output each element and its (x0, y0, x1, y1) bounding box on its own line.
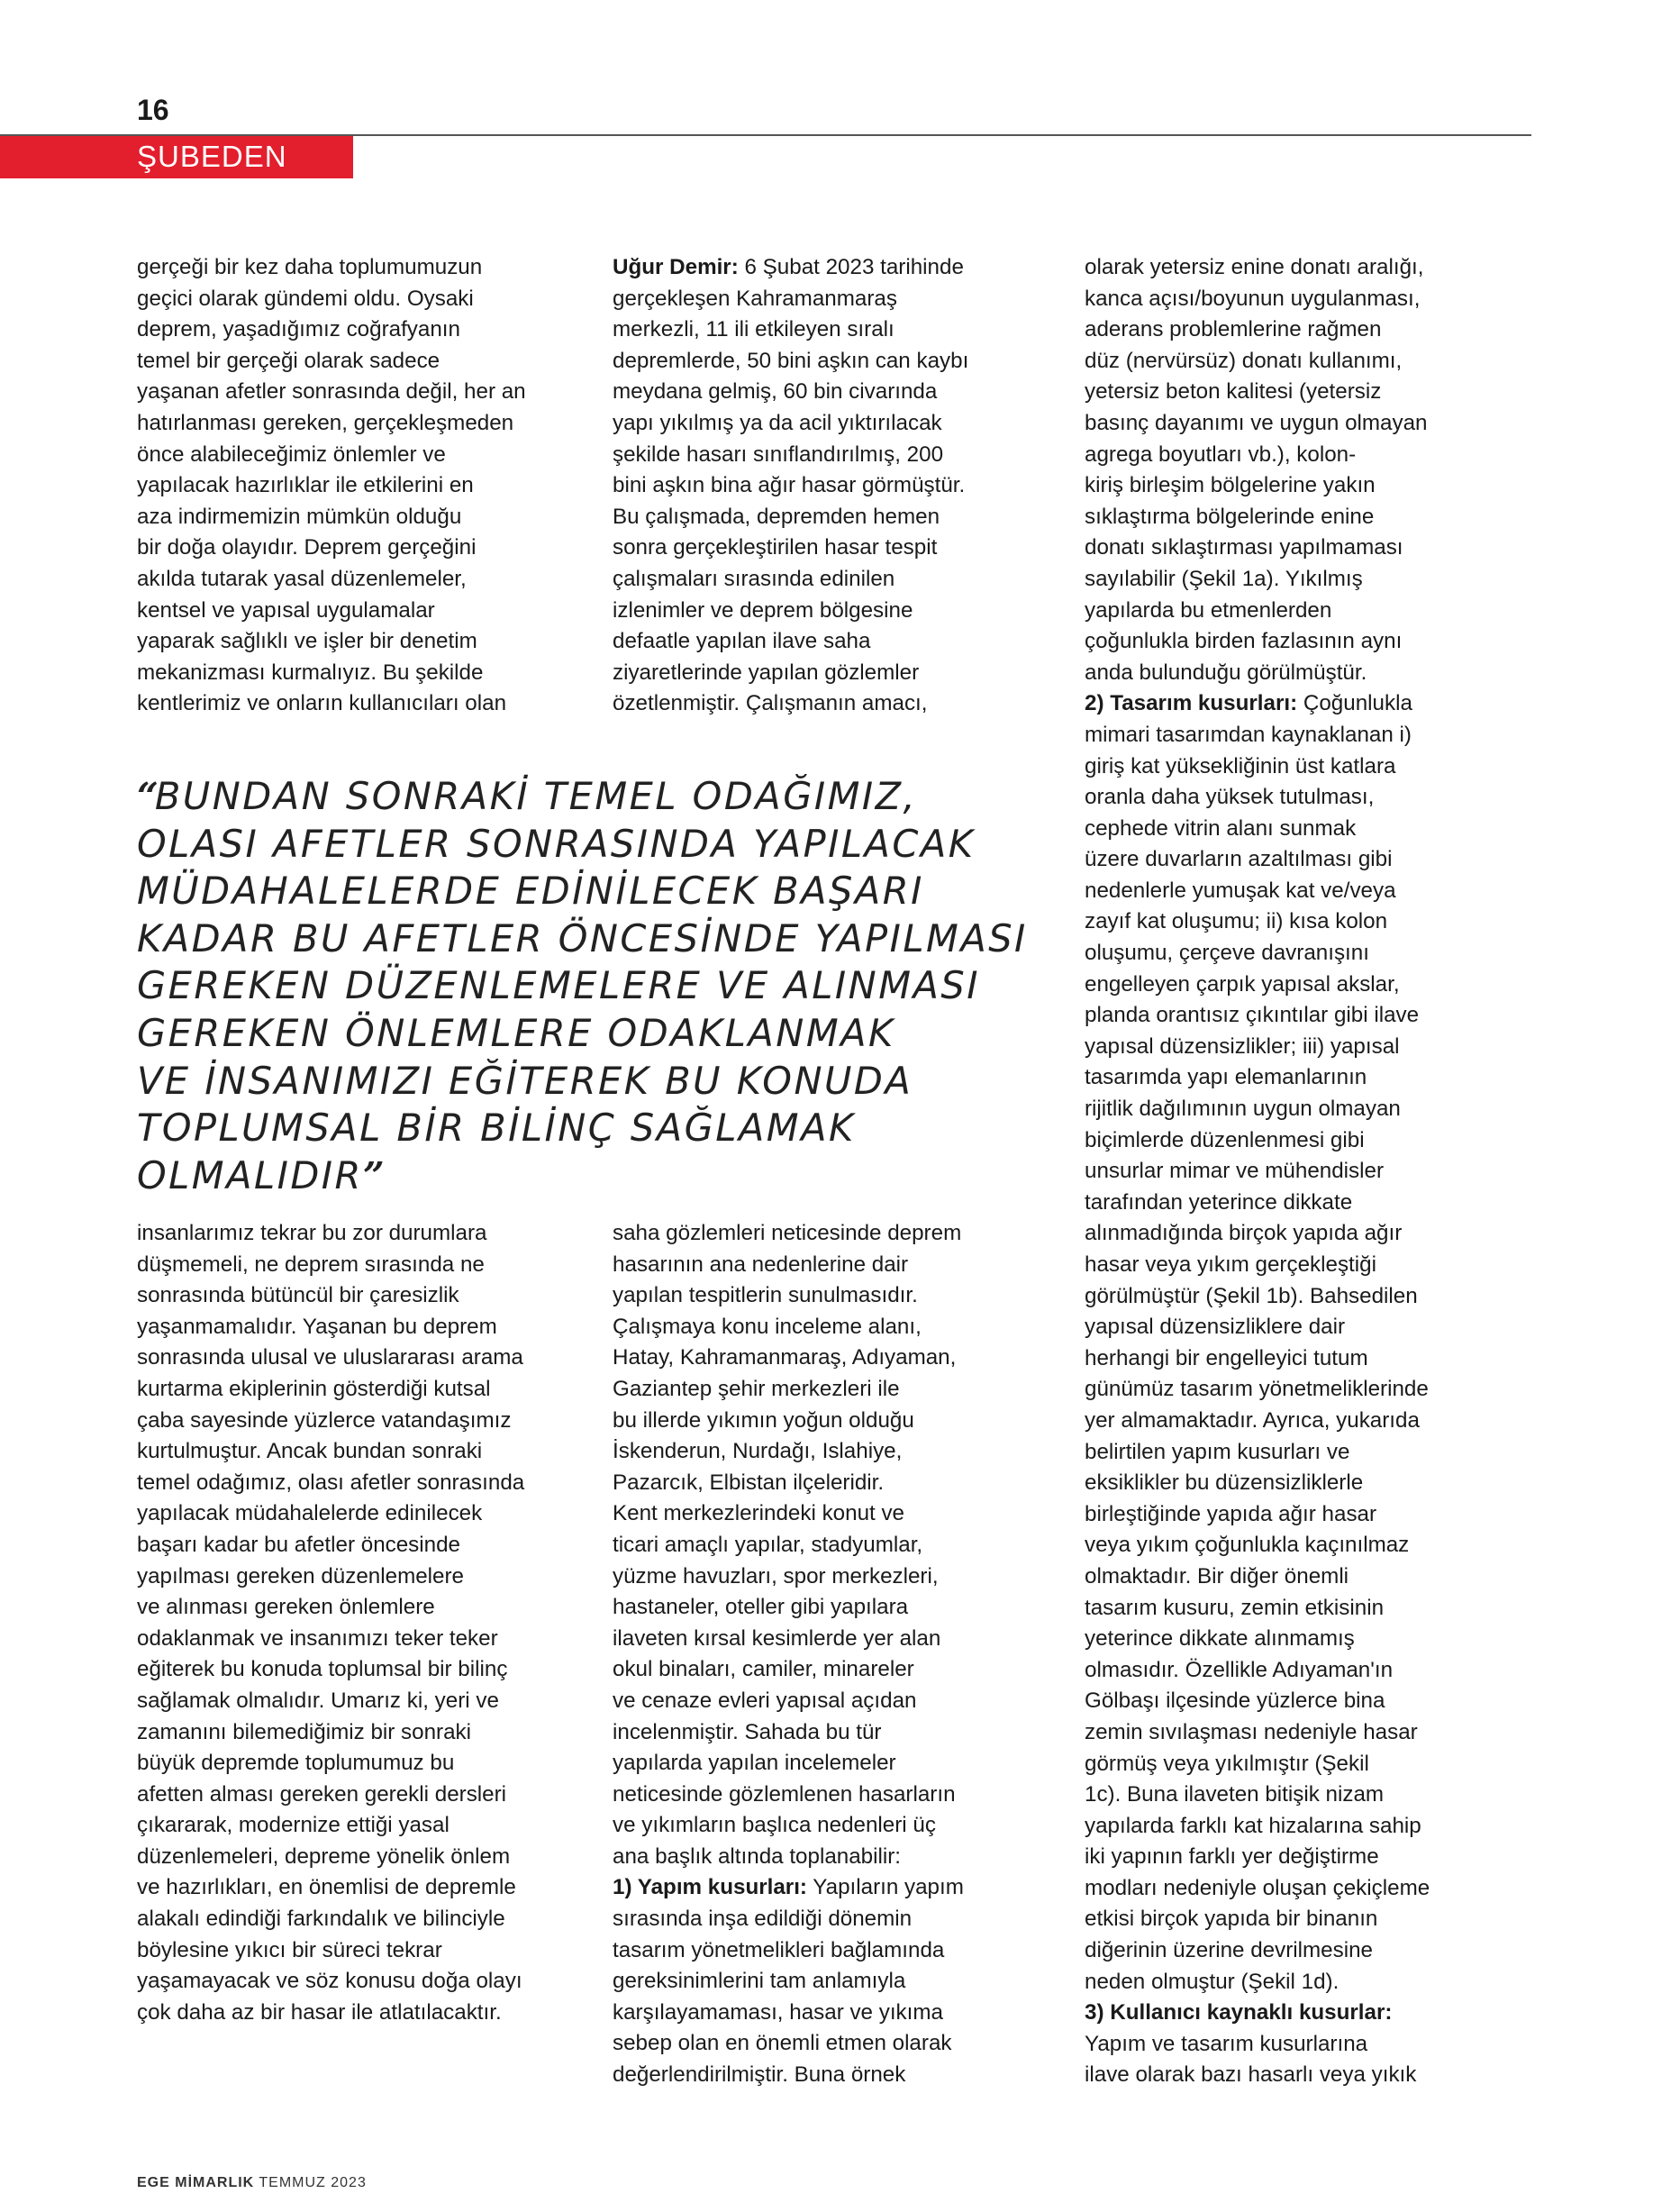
speaker-name: Uğur Demir: (613, 255, 739, 279)
text-line: yaşamayacak ve söz konusu doğa olayı (137, 1969, 522, 1994)
pull-quote-line: MÜDAHALELERDE EDİNİLECEK BAŞARI (137, 869, 924, 914)
text-line: kiriş birleşim bölgelerine yakın (1085, 473, 1376, 498)
text-line: yapılan tespitlerin sunulmasıdır. (613, 1283, 918, 1308)
text-line: gereksinimlerini tam anlamıyla (613, 1969, 906, 1994)
text-line: yetersiz beton kalitesi (yetersiz (1085, 379, 1382, 405)
text-line: olmaktadır. Bir diğer önemli (1085, 1563, 1349, 1588)
pull-quote-last-line: OLMALIDIR (137, 1152, 363, 1197)
text-line: ilave olarak bazı hasarlı veya yıkık (1085, 2062, 1417, 2088)
pull-quote-line: VE İNSANIMIZI EĞİTEREK BU KONUDA (137, 1058, 913, 1103)
text-line: yapı yıkılmış ya da acil yıktırılacak (613, 410, 942, 435)
pull-quote-line (137, 1152, 1028, 1200)
text-line: oranla daha yüksek tutulması, (1085, 785, 1375, 810)
text-line: zamanını bilemediğimiz bir sonraki (137, 1719, 472, 1744)
text-line: rijitlik dağılımının uygun olmayan (1085, 1097, 1401, 1122)
text-line: agrega boyutları vb.), kolon- (1085, 441, 1357, 467)
heading-design-defects: 2) Tasarım kusurları: (1085, 691, 1298, 716)
text-line: Gaziantep şehir merkezleri ile (613, 1376, 900, 1401)
text-line: aza indirmemizin mümkün olduğu (137, 504, 462, 529)
text-line: temel odağımız, olası afetler sonrasında (137, 1470, 525, 1495)
text-line: yapılması gereken düzenlemelere (137, 1563, 465, 1588)
text-line: yüzme havuzları, spor merkezleri, (613, 1563, 939, 1588)
text-line: görmüş veya yıkılmıştır (Şekil (1085, 1751, 1369, 1776)
text-line: mimari tasarımdan kaynaklanan i) (1085, 722, 1412, 747)
text-line: bini aşkın bina ağır hasar görmüştür. (613, 473, 966, 498)
text-line: izlenimler ve deprem bölgesine (613, 597, 913, 623)
text-line: düzenlemeleri, depreme yönelik önlem (137, 1843, 511, 1869)
text-line: Yapım ve tasarım kusurlarına (1085, 2031, 1368, 2056)
text-line: yaşanan afetler sonrasında değil, her an (137, 379, 526, 405)
text-line: engelleyen çarpık yapısal akslar, (1085, 971, 1400, 997)
text-line: iki yapının farklı yer değiştirme (1085, 1844, 1379, 1870)
text-line: çıkararak, modernize ettiği yasal (137, 1813, 450, 1838)
text-line: tasarımda yapı elemanlarının (1085, 1065, 1367, 1090)
text-line: afetten alması gereken gerekli dersleri (137, 1781, 507, 1807)
text-line: akılda tutarak yasal düzenlemeler, (137, 566, 467, 591)
text-line: aderans problemlerine rağmen (1085, 317, 1382, 342)
interview-line-first (613, 252, 968, 284)
text-line: hastaneler, oteller gibi yapılara (613, 1595, 909, 1620)
column-2-bottom-lines-b (613, 1904, 964, 2091)
text-line: böylesine yıkıcı bir süreci tekrar (137, 1937, 442, 1962)
column-2-top-text (613, 252, 968, 720)
column-1-bottom-text (137, 1218, 524, 2028)
text-line: neden olmuştur (Şekil 1d). (1085, 1969, 1340, 1994)
pull-quote-line (137, 773, 1028, 821)
text-line: alakalı edindiği farkındalık ve bilinciyle (137, 1907, 505, 1932)
text-line: Hatay, Kahramanmaraş, Adıyaman, (613, 1345, 957, 1370)
text-line: şekilde hasarı sınıflandırılmış, 200 (613, 441, 944, 467)
text-line: veya yıkım çoğunlukla kaçınılmaz (1085, 1533, 1410, 1558)
text-line: bu illerde yıkımın yoğun olduğu (613, 1407, 914, 1433)
text-line: kurtarma ekiplerinin gösterdiği kutsal (137, 1376, 491, 1401)
text-line: gerçekleşen Kahramanmaraş (613, 286, 897, 311)
text-line: sonrasında bütüncül bir çaresizlik (137, 1283, 459, 1308)
text-line: yer almamaktadır. Ayrıca, yukarıda (1085, 1407, 1420, 1433)
text-line: sonra gerçekleştirilen hasar tespit (613, 535, 938, 560)
text-line: değerlendirilmiştir. Buna örnek (613, 2062, 906, 2088)
text-line: yaşanmamalıdır. Yaşanan bu deprem (137, 1314, 497, 1339)
text-line: görülmüştür (Şekil 1b). Bahsedilen (1085, 1283, 1418, 1308)
text-line: unsurlar mimar ve mühendisler (1085, 1159, 1385, 1184)
heading-construction-defects: 1) Yapım kusurları: (613, 1875, 807, 1900)
text-line: eksiklikler bu düzensizliklerle (1085, 1470, 1364, 1496)
pull-quote-line: GEREKEN DÜZENLEMELERE VE ALINMASI (137, 963, 980, 1008)
text-line: hasar veya yıkım gerçekleştiği (1085, 1252, 1376, 1277)
text-line: planda orantısız çıkıntılar gibi ilave (1085, 1003, 1420, 1028)
footer (137, 2175, 367, 2191)
open-quote-mark: “ (137, 774, 155, 818)
text-line: sayılabilir (Şekil 1a). Yıkılmış (1085, 566, 1363, 591)
text-line: 1c). Buna ilaveten bitişik nizam (1085, 1782, 1385, 1807)
footer-issue: TEMMUZ 2023 (254, 2175, 367, 2190)
text-line: önce alabileceğimiz önlemler ve (137, 441, 446, 467)
text-line: diğerinin üzerine devrilmesine (1085, 1938, 1373, 1963)
text-line: sebep olan en önemli etmen olarak (613, 2031, 952, 2056)
text-line: yeterince dikkate alınmamış (1085, 1626, 1355, 1652)
pull-quote (137, 773, 1028, 1199)
text-line: insanlarımız tekrar bu zor durumlara (137, 1221, 487, 1245)
text-line: alınmadığında birçok yapıda ağır (1085, 1221, 1403, 1246)
heading-construction-defects-line (613, 1872, 964, 1904)
text-line: zemin sıvılaşması nedeniyle hasar (1085, 1719, 1418, 1744)
text-line: temel bir gerçeği olarak sadece (137, 348, 440, 373)
column-3-text (1085, 252, 1430, 2091)
text-line: ana başlık altında toplanabilir: (613, 1843, 902, 1869)
text-line: düşmemeli, ne deprem sırasında ne (137, 1252, 485, 1277)
text-line: ticari amaçlı yapılar, stadyumlar, (613, 1532, 923, 1557)
text-line: üzere duvarların azaltılması gibi (1085, 847, 1393, 872)
text-line: sonrasında ulusal ve uluslararası arama (137, 1345, 523, 1370)
text-line: tasarım kusuru, zemin etkisinin (1085, 1595, 1385, 1620)
column-3-lines-c (1085, 2029, 1430, 2091)
text-line: belirtilen yapım kusurları ve (1085, 1439, 1350, 1464)
text-line: Bu çalışmada, depremden hemen (613, 504, 940, 529)
text-line: anda bulunduğu görülmüştür. (1085, 660, 1367, 685)
text-line: günümüz tasarım yönetmeliklerinde (1085, 1377, 1429, 1402)
text-line: modları nedeniyle oluşan çekiçleme (1085, 1875, 1430, 1900)
text-line: ilaveten kırsal kesimlerde yer alan (613, 1625, 941, 1651)
close-quote-mark: ” (362, 1152, 381, 1197)
text-line: bir doğa olayıdır. Deprem gerçeğini (137, 535, 477, 560)
text-line: kanca açısı/boyunun uygulanması, (1085, 286, 1421, 311)
text-line: olarak yetersiz enine donatı aralığı, (1085, 255, 1424, 279)
text-line: kentlerimiz ve onların kullanıcıları olan (137, 691, 507, 716)
text-line: biçimlerde düzenlenmesi gibi (1085, 1127, 1365, 1152)
text-line: neticesinde gözlemlenen hasarların (613, 1781, 956, 1807)
text-line: İskenderun, Nurdağı, Islahiye, (613, 1439, 903, 1464)
footer-magazine: EGE MİMARLIK (137, 2175, 255, 2190)
text-line: yapısal düzensizliklere dair (1085, 1315, 1346, 1340)
heading-2-rest: Çoğunlukla (1297, 691, 1412, 716)
text-line: çok daha az bir hasar ile atlatılacaktır. (137, 1999, 502, 2025)
speaker-line-rest: 6 Şubat 2023 tarihinde (738, 255, 964, 279)
column-2-bottom-text (613, 1218, 964, 2091)
text-line: olmasıdır. Özellikle Adıyaman'ın (1085, 1657, 1394, 1682)
text-line: basınç dayanımı ve uygun olmayan (1085, 410, 1428, 435)
text-line: geçici olarak gündemi oldu. Oysaki (137, 286, 474, 311)
text-line: çaba sayesinde yüzlerce vatandaşımız (137, 1407, 512, 1433)
text-line: ziyaretlerinde yapılan gözlemler (613, 660, 920, 685)
text-line: hasarının ana nedenlerine dair (613, 1252, 909, 1277)
column-2-bottom-lines-a (613, 1218, 964, 1872)
text-line: kentsel ve yapısal uygulamalar (137, 597, 435, 623)
heading-design-defects-line (1085, 688, 1430, 720)
text-line: sıklaştırma bölgelerinde enine (1085, 504, 1375, 529)
text-line: karşılayamaması, hasar ve yıkıma (613, 1999, 943, 2025)
text-line: yaparak sağlıklı ve işler bir denetim (137, 629, 477, 654)
text-line: okul binaları, camiler, minareler (613, 1657, 914, 1682)
column-2-top-lines (613, 284, 968, 720)
text-line: tasarım yönetmelikleri bağlamında (613, 1937, 945, 1962)
text-line: hatırlanması gereken, gerçekleşmeden (137, 410, 514, 435)
text-line: odaklanmak ve insanımızı teker teker (137, 1625, 498, 1651)
text-line: ve yıkımların başlıca nedenleri üç (613, 1813, 936, 1838)
text-line: gerçeği bir kez daha toplumumuzun (137, 255, 483, 279)
column-3-lines-b (1085, 720, 1430, 1998)
text-line: Çalışmaya konu inceleme alanı, (613, 1314, 922, 1339)
pull-quote-line: TOPLUMSAL BİR BİLİNÇ SAĞLAMAK (137, 1106, 856, 1151)
pull-quote-first-line: BUNDAN SONRAKİ TEMEL ODAĞIMIZ, (154, 774, 918, 818)
text-line: kurtulmuştur. Ancak bundan sonraki (137, 1439, 483, 1464)
text-line: çalışmaları sırasında edinilen (613, 566, 895, 591)
text-line: etkisi birçok yapıda bir binanın (1085, 1907, 1378, 1932)
heading-user-defects: 3) Kullanıcı kaynaklı kusurlar: (1085, 2000, 1393, 2025)
column-3-lines-a (1085, 252, 1430, 688)
text-line: Gölbaşı ilçesinde yüzlerce bina (1085, 1689, 1385, 1714)
heading-user-defects-line (1085, 1998, 1430, 2029)
text-line: büyük depremde toplumumuz bu (137, 1751, 455, 1776)
text-line: meydana gelmiş, 60 bin civarında (613, 379, 938, 405)
text-line: birleştiğinde yapıda ağır hasar (1085, 1501, 1377, 1526)
text-line: yapılacak hazırlıklar ile etkilerini en (137, 473, 474, 498)
text-line: sağlamak olmalıdır. Umarız ki, yeri ve (137, 1688, 499, 1713)
text-line: donatı sıklaştırması yapılmaması (1085, 535, 1403, 560)
text-line: cephede vitrin alanı sunmak (1085, 815, 1357, 841)
text-line: deprem, yaşadığımız coğrafyanın (137, 317, 460, 342)
column-1-top-text (137, 252, 526, 720)
pull-quote-line: GEREKEN ÖNLEMLERE ODAKLANMAK (137, 1010, 895, 1055)
pull-quote-line: OLASI AFETLER SONRASINDA YAPILACAK (137, 821, 976, 866)
text-line: yapılarda farklı kat hizalarına sahip (1085, 1813, 1421, 1838)
text-line: giriş kat yüksekliğinin üst katlara (1085, 753, 1396, 778)
page-number: 16 (137, 94, 169, 126)
text-line: merkezli, 11 ili etkileyen sıralı (613, 317, 895, 342)
text-line: sırasında inşa edildiği dönemin (613, 1907, 913, 1932)
text-line: mekanizması kurmalıyız. Bu şekilde (137, 660, 484, 685)
text-line: ve cenaze evleri yapısal açıdan (613, 1688, 917, 1713)
text-line: yapısal düzensizlikler; iii) yapısal (1085, 1033, 1400, 1059)
text-line: düz (nervürsüz) donatı kullanımı, (1085, 348, 1403, 373)
text-line: herhangi bir engelleyici tutum (1085, 1345, 1368, 1370)
text-line: yapılacak müdahalelerde edinilecek (137, 1501, 483, 1526)
text-line: eğiterek bu konuda toplumsal bir bilinç (137, 1657, 508, 1682)
text-line: özetlenmiştir. Çalışmanın amacı, (613, 691, 928, 716)
text-line: ve alınması gereken önlemlere (137, 1595, 435, 1620)
text-line: başarı kadar bu afetler öncesinde (137, 1532, 461, 1557)
text-line: oluşumu, çerçeve davranışını (1085, 941, 1369, 966)
heading-1-rest: Yapıların yapım (807, 1875, 964, 1900)
text-line: ve hazırlıkları, en önemlisi de depremle (137, 1875, 516, 1900)
text-line: zayıf kat oluşumu; ii) kısa kolon (1085, 909, 1388, 934)
pull-quote-line: KADAR BU AFETLER ÖNCESİNDE YAPILMASI (137, 915, 1028, 960)
text-line: tarafından yeterince dikkate (1085, 1189, 1353, 1215)
section-label: ŞUBEDEN (137, 140, 287, 173)
text-line: Pazarcık, Elbistan ilçeleridir. (613, 1470, 885, 1495)
text-line: saha gözlemleri neticesinde deprem (613, 1221, 962, 1245)
text-line: nedenlerle yumuşak kat ve/veya (1085, 878, 1396, 903)
text-line: depremlerde, 50 bini aşkın can kaybı (613, 348, 969, 373)
text-line: yapılarda bu etmenlerden (1085, 597, 1332, 623)
text-line: Kent merkezlerindeki konut ve (613, 1501, 905, 1526)
text-line: çoğunlukla birden fazlasının aynı (1085, 629, 1403, 654)
text-line: defaatle yapılan ilave saha (613, 629, 871, 654)
text-line: incelenmiştir. Sahada bu tür (613, 1719, 882, 1744)
text-line: yapılarda yapılan incelemeler (613, 1751, 896, 1776)
